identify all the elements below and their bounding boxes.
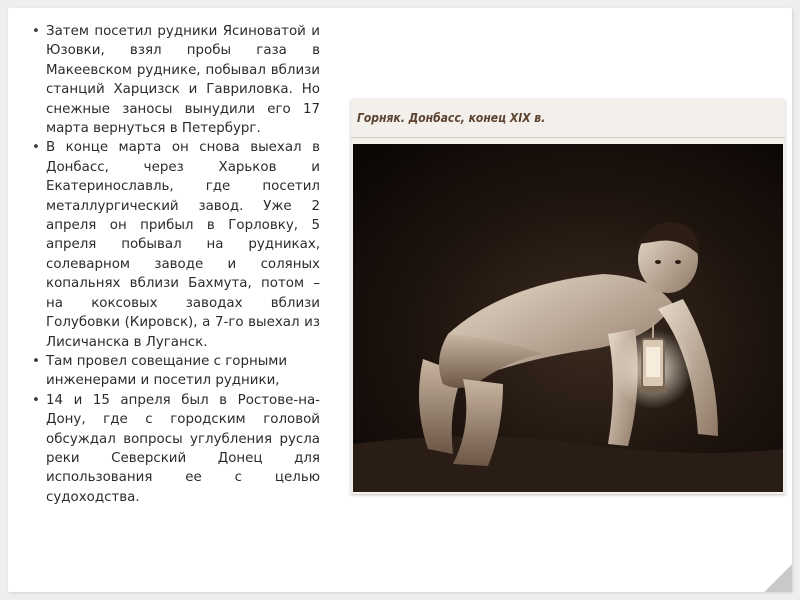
- photo-card: [351, 99, 785, 494]
- bullet-item-4: • 14 и 15 апреля был в Ростове-на-Дону, где с городским головой обсуждал вопросы углубления русла реки Северский Донец для использования ее с целью судоходства.: [32, 391, 320, 507]
- miner-photo: [353, 144, 783, 492]
- bullet-list: [32, 22, 320, 507]
- caption-divider: [351, 137, 785, 138]
- bullet-item-2: • В конце марта он снова выехал в Донбасс, через Харьков и Екатеринославль, где посетил металлургический завод. Уже 2 апреля он прибыл в Горловку, 5 апреля побывал на рудниках, солеварном заводе и соляных копальнях вблизи Бахмута, потом – на коксовых заводах вблизи Голубовки (Кировск), а 7-го выехал из Лисичанска в Луганск.: [32, 138, 320, 351]
- bullet-item-1: • Затем посетил рудники Ясиноватой и Юзовки, взял пробы газа в Макеевском руднике, побывал вблизи станций Харцизск и Гавриловка. Но снежные заносы вынудили его 17 марта вернуться в Петербург.: [32, 22, 320, 138]
- page-curl: [764, 564, 792, 592]
- bullet-item-3: • Там провел совещание с горными инженерами и посетил рудники,: [32, 352, 320, 391]
- slide: [8, 8, 792, 592]
- photo-caption: Горняк. Донбасс, конец XIX в.: [357, 111, 546, 125]
